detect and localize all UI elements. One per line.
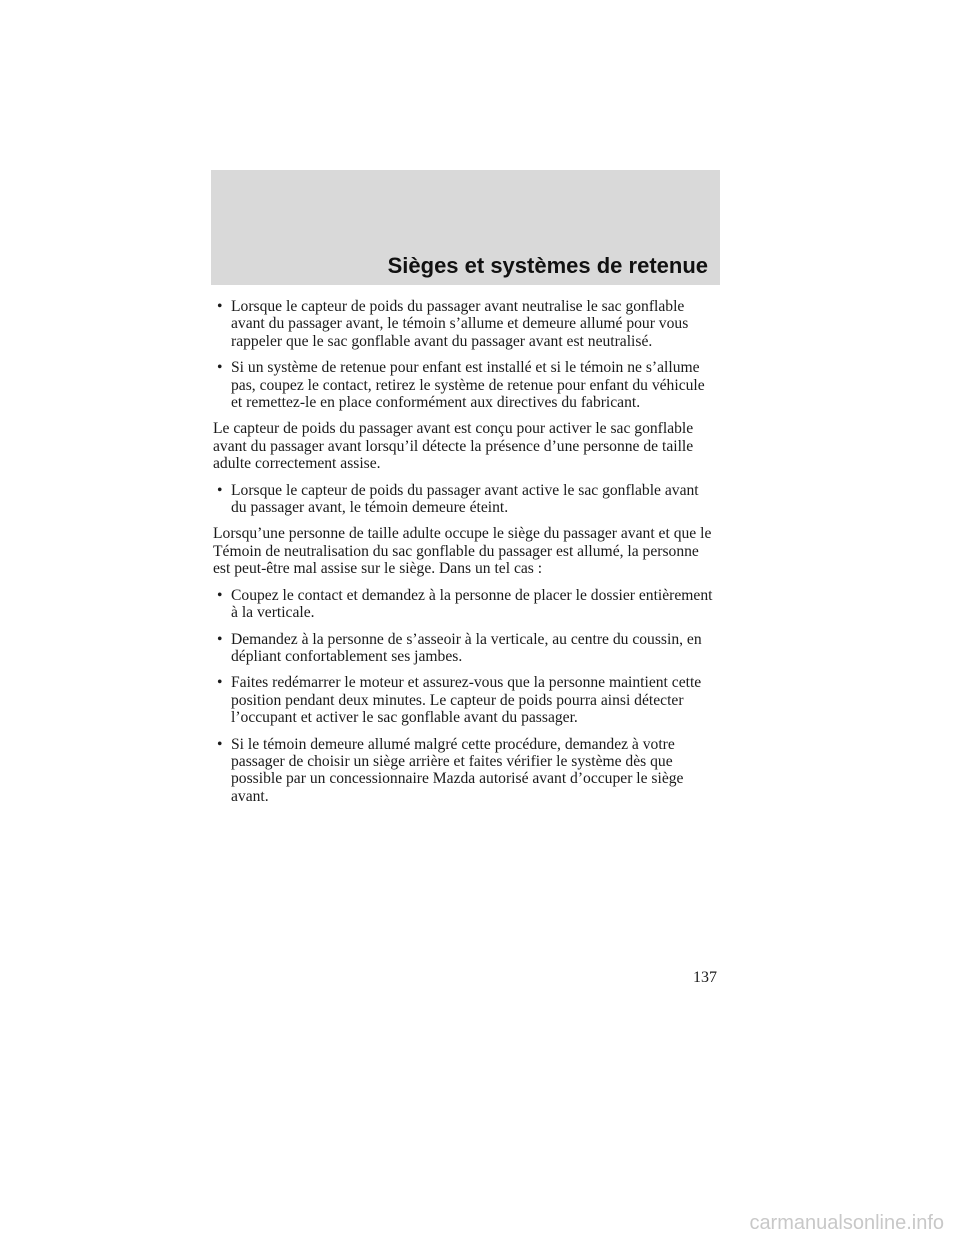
bullet-text: Lorsque le capteur de poids du passager avant neutralise le sac gonflable avant du passager avant, le témoin s’allume et demeure allumé pour vous rappeler que le sac gonflable avant du passager avant est neutralisé. (231, 298, 689, 350)
bullet-icon: • (217, 630, 223, 648)
bullet-item (213, 587, 718, 622)
bullet-item (213, 298, 718, 350)
section-title: Sièges et systèmes de retenue (387, 253, 708, 278)
bullet-icon: • (217, 359, 223, 377)
bullet-item (213, 482, 718, 517)
paragraph: Le capteur de poids du passager avant est conçu pour activer le sac gonflable avant du passager avant lorsqu’il détecte la présence d’une personne de taille adulte correctement assise. (213, 420, 694, 473)
bullet-text: Faites redémarrer le moteur et assurez-vous que la personne maintient cette position pendant deux minutes. Le capteur de poids pourra ainsi détecter l’occupant et activer le sac gonflable avant du passager. (231, 674, 702, 727)
bullet-item (213, 736, 718, 806)
section-header-band (211, 170, 720, 285)
page-content (213, 298, 718, 814)
bullet-icon: • (217, 298, 223, 315)
bullet-icon: • (217, 586, 223, 604)
bullet-text: Si un système de retenue pour enfant est installé et si le témoin ne s’allume pas, coupez le contact, retirez le système de retenue pour enfant du véhicule et remettez-le en place conformément aux directives du fabricant. (231, 359, 705, 412)
bullet-text: Demandez à la personne de s’asseoir à la verticale, au centre du coussin, en dépliant confortablement ses jambes. (231, 630, 702, 665)
bullet-item (213, 674, 718, 726)
bullet-text: Lorsque le capteur de poids du passager avant active le sac gonflable avant du passager avant, le témoin demeure éteint. (231, 481, 699, 517)
bullet-item (213, 359, 718, 411)
watermark: carmanualsonline.info (749, 1212, 944, 1234)
bullet-item (213, 631, 718, 666)
page-number: 137 (693, 969, 717, 986)
bullet-icon: • (217, 481, 223, 499)
paragraph: Lorsqu’une personne de taille adulte occupe le siège du passager avant et que le Témoin de neutralisation du sac gonflable du passager est allumé, la personne est peut-être mal assise sur le siège. Dans un tel cas : (213, 525, 712, 578)
bullet-icon: • (217, 674, 223, 692)
bullet-text: Si le témoin demeure allumé malgré cette procédure, demandez à votre passager de choisir un siège arrière et faites vérifier le système dès que possible par un concessionnaire Mazda autorisé avant d’occuper le siège avant. (231, 735, 684, 805)
bullet-text: Coupez le contact et demandez à la personne de placer le dossier entièrement à la verticale. (231, 586, 713, 622)
bullet-icon: • (217, 735, 223, 753)
